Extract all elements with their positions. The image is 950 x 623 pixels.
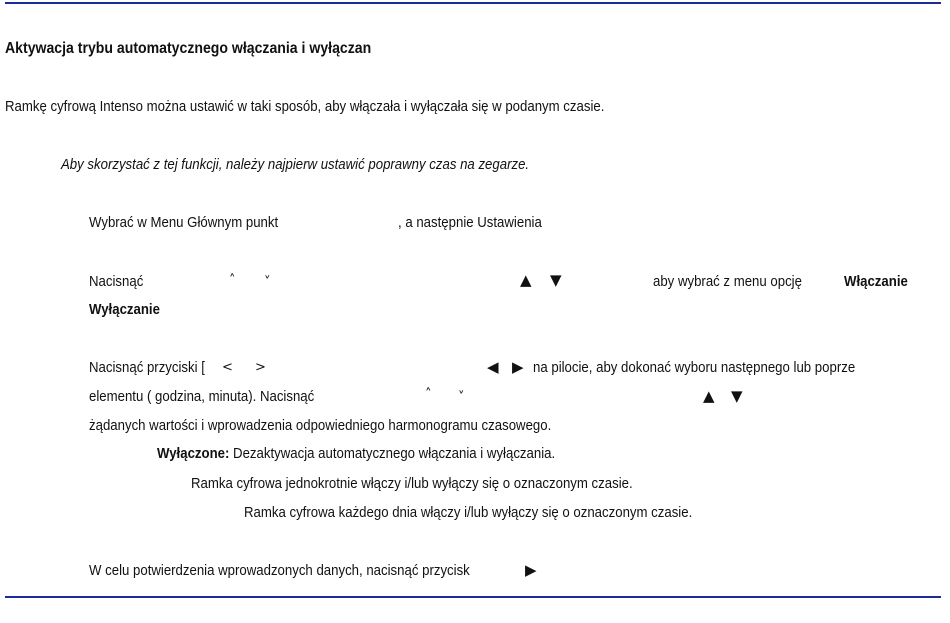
chevron-down-icon-2: ˅ [458, 390, 465, 405]
step1-text-b: , a następnie Ustawienia [398, 214, 542, 231]
confirm-text: W celu potwierdzenia wprowadzonych danych, nacisnąć przycisk [89, 562, 470, 579]
step2-text-a: Nacisnąć [89, 273, 144, 290]
option-off-label: Wyłączone: [157, 445, 230, 462]
chevron-left-icon: < [222, 360, 233, 375]
step2-bold-b: Wyłączanie [89, 301, 160, 318]
option-off [157, 445, 555, 463]
triangle-right-icon: ▶ [512, 358, 524, 376]
intro-paragraph: Ramkę cyfrową Intenso można ustawić w taki sposób, aby włączała i wyłączała się w podanym czasie. [5, 98, 605, 115]
chevron-up-icon-2: ˄ [425, 387, 432, 402]
triangle-right-icon-2: ▶ [525, 561, 537, 579]
step2-text-b: aby wybrać z menu opcję [653, 273, 802, 290]
step3-text-d: żądanych wartości i wprowadzenia odpowiedniego harmonogramu czasowego. [89, 417, 552, 434]
note-text: Aby skorzystać z tej funkcji, należy najpierw ustawić poprawny czas na zegarze. [61, 156, 530, 173]
step3-text-c: elementu ( godzina, minuta). Nacisnąć [89, 388, 315, 405]
chevron-right-icon: > [255, 360, 266, 375]
step2-bold-a: Włączanie [844, 273, 908, 290]
step3-text-a: Nacisnąć przyciski [ [89, 359, 205, 376]
bottom-rule [5, 596, 941, 598]
option-off-text: Dezaktywacja automatycznego włączania i wyłączania. [233, 445, 556, 462]
triangle-down-icon: ▼ [550, 271, 562, 289]
triangle-down-icon-2: ▼ [731, 387, 743, 405]
chevron-down-icon: ˅ [264, 275, 271, 290]
option-once-text: Ramka cyfrowa jednokrotnie włączy i/lub wyłączy się o oznaczonym czasie. [191, 475, 633, 492]
section-heading: Aktywacja trybu automatycznego włączania i wyłączan [5, 40, 372, 57]
triangle-left-icon: ◀ [487, 358, 499, 376]
step3-text-b: na pilocie, aby dokonać wyboru następnego lub poprze [533, 359, 856, 376]
step1-text-a: Wybrać w Menu Głównym punkt [89, 214, 279, 231]
option-daily-text: Ramka cyfrowa każdego dnia włączy i/lub wyłączy się o oznaczonym czasie. [244, 504, 693, 521]
chevron-up-icon: ˄ [229, 273, 236, 288]
triangle-up-icon-2: ▲ [703, 387, 715, 405]
triangle-up-icon: ▲ [520, 271, 532, 289]
top-rule [5, 2, 941, 4]
